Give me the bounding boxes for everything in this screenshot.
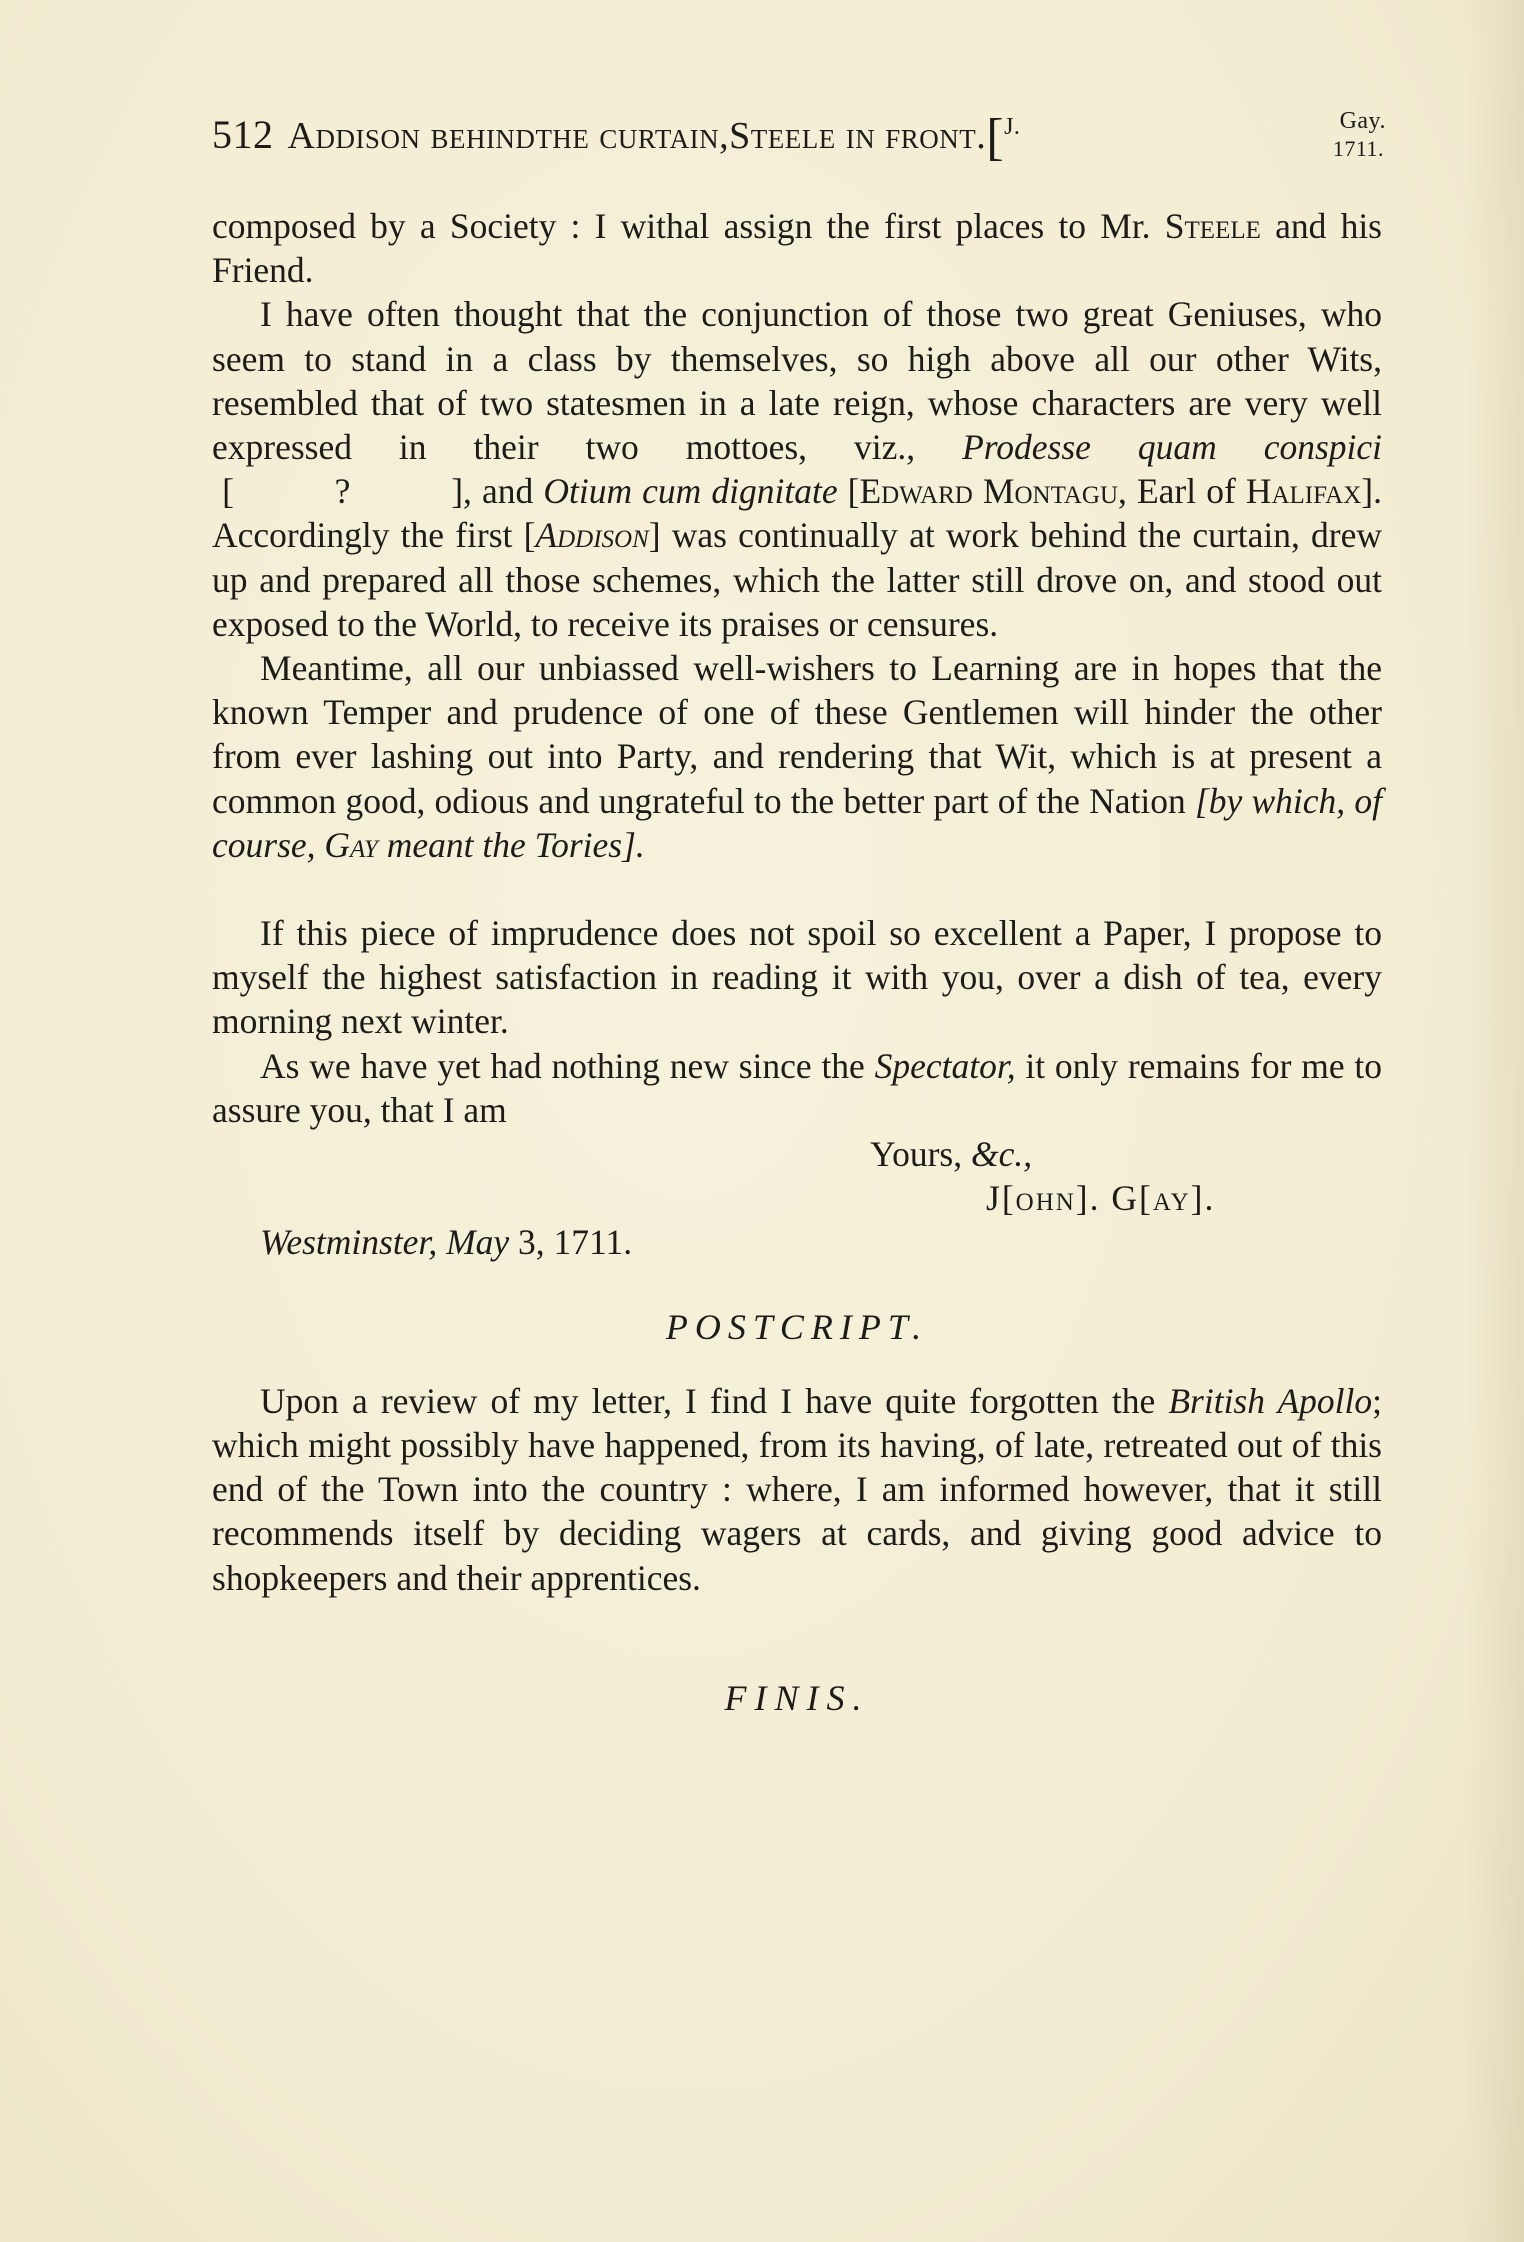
- postscript-heading: POSTCRIPT.: [665, 1306, 929, 1347]
- page-number: 512: [212, 112, 274, 157]
- p5-text-end: it only remains for me to assure you, that I am: [212, 1045, 1382, 1130]
- paragraph-1: [212, 204, 1382, 292]
- running-title-part-2: the curtain,: [535, 115, 730, 157]
- ps-text: Upon a review of my letter, I find I have quite forgotten the: [260, 1380, 1169, 1421]
- etc-text: &c.,: [970, 1134, 1033, 1175]
- date-rest: 3, 1711.: [509, 1222, 633, 1263]
- page-edge-shadow: [1464, 0, 1524, 2242]
- motto-otium: Otium cum dignitate: [543, 471, 838, 512]
- ps-text-end: ; which might possibly have happened, from its having, of late, retreated out of this end of the Town into the country : where, I am informed however, that it still recommends itself by deciding wagers at cards, and giving good advice to shopkeepers and their apprentices.: [212, 1380, 1382, 1598]
- title-spectator: Spectator,: [874, 1045, 1016, 1086]
- p2-bracket-open: [: [837, 471, 860, 512]
- p1-text-end: and his Friend.: [212, 206, 1382, 291]
- p2-bracket-unknown: [ ? ], and: [212, 471, 544, 512]
- header-author-initial: J.: [1004, 114, 1021, 140]
- yours-text: Yours,: [870, 1134, 971, 1175]
- p2-earl-of: , Earl of: [1118, 471, 1246, 512]
- p1-text: composed by a Society : I withal assign the first places to Mr.: [212, 206, 1165, 246]
- name-gay: Gay: [324, 824, 378, 865]
- running-header: [212, 108, 1392, 166]
- running-title-part-3: Steele in front.: [729, 115, 987, 157]
- header-author-name: Gay.: [1339, 108, 1386, 134]
- p3-text: Meantime, all our unbiassed well-wishers to Learning are in hopes that the known Temper and prudence of one of these Gentlemen will hinder the other from ever lashing out into Party, and rendering that Wit, which is at present a common good, odious and ungrateful to the better part of the Nation: [212, 648, 1382, 821]
- p5-text: As we have yet had nothing new since the: [260, 1045, 875, 1086]
- title-british-apollo: British Apollo: [1168, 1380, 1373, 1421]
- paragraph-2: [212, 292, 1382, 646]
- signature: J[ohn]. G[ay].: [986, 1178, 1216, 1219]
- postscript-paragraph: [212, 1379, 1382, 1600]
- header-year: 1711.: [1332, 136, 1384, 161]
- name-steele: Steele: [1164, 206, 1261, 246]
- name-halifax: Halifax: [1245, 471, 1362, 512]
- dateline: [212, 1220, 1382, 1264]
- paragraph-5: [212, 1044, 1382, 1132]
- date-month: May: [437, 1222, 510, 1263]
- p2-text: I have often thought that the conjunction of those two great Geniuses, who seem to stand in a class by themselves, so high above all our other Wits, resembled that of two statesmen in a late reign, whose characters are very well expressed in their two mottoes, viz.,: [212, 294, 1382, 468]
- motto-prodesse: Prodesse quam conspici: [962, 427, 1382, 468]
- p3-note-end: meant the Tories].: [377, 824, 645, 865]
- running-title-part-1: Addison behind: [287, 115, 536, 157]
- header-bracket: [: [986, 109, 1005, 166]
- body-text: [212, 204, 1382, 1720]
- place-westminster: Westminster,: [260, 1222, 438, 1263]
- finis: FINIS.: [724, 1677, 870, 1718]
- name-edward-montagu: Edward Montagu: [859, 471, 1119, 512]
- p2-text-end: ] was continually at work behind the curtain, drew up and prepared all those schemes, which the latter still drove on, and stood out exposed to the World, to receive its praises or censures.: [212, 515, 1383, 644]
- paragraph-4: If this piece of imprudence does not spoil so excellent a Paper, I propose to myself the highest satisfaction in reading it with you, over a dish of tea, every morning next winter.: [212, 913, 1382, 1042]
- closing-yours: [212, 1132, 1382, 1176]
- p2-accordingly: ]. Accordingly the first [: [212, 471, 1382, 556]
- paragraph-3: [212, 646, 1382, 867]
- spacer: [212, 867, 1382, 911]
- name-addison: Addison: [535, 515, 649, 556]
- p3-note-start: [by which, of course,: [212, 780, 1382, 865]
